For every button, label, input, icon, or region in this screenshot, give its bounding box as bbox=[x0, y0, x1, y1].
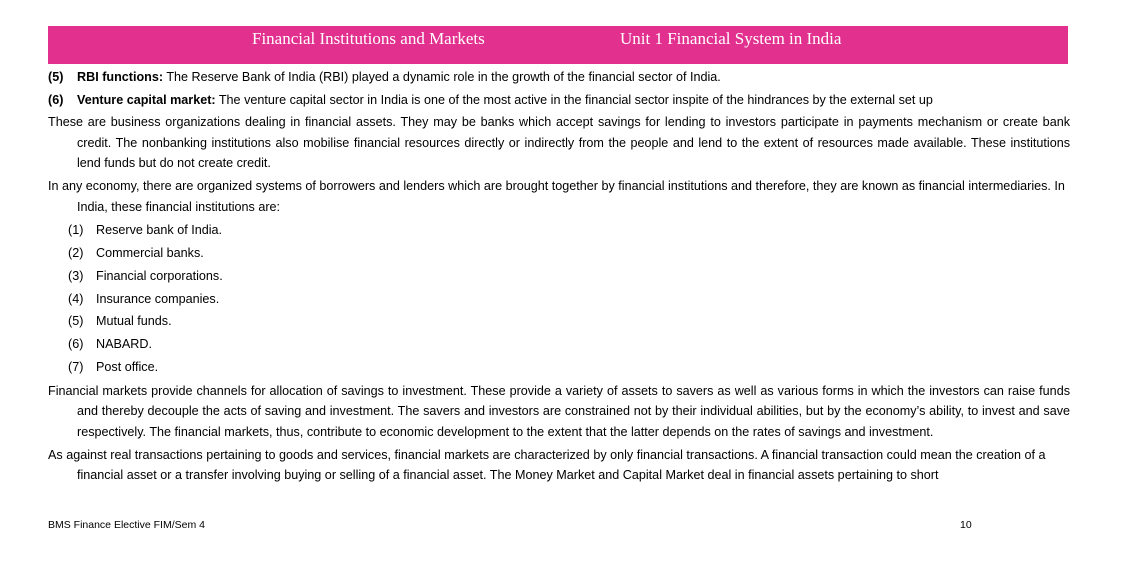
list-item-number: (7) bbox=[68, 359, 84, 374]
institutions-list bbox=[48, 219, 1070, 379]
list-item-text: Post office. bbox=[96, 359, 159, 374]
footer-page-number: 10 bbox=[960, 519, 972, 531]
list-item-number: (2) bbox=[68, 245, 84, 260]
list-item bbox=[48, 333, 1070, 356]
numbered-point-rbi bbox=[48, 67, 1070, 88]
point-number: (5) bbox=[48, 70, 64, 84]
list-item bbox=[48, 219, 1070, 242]
list-item-text: Commercial banks. bbox=[96, 245, 204, 260]
point-text: The Reserve Bank of India (RBI) played a dynamic role in the growth of the financial sector of India. bbox=[163, 70, 721, 84]
list-item bbox=[48, 310, 1070, 333]
paragraph-business-organizations: These are business organizations dealing in financial assets. They may be banks which accept savings for lending to investors participate in payments mechanism or create bank credit. The nonbanking institutions also mobilise financial resources directly or indirectly from the people and lend to the extent of resources made available. These institutions lend funds but do not create credit. bbox=[48, 115, 1070, 171]
paragraph-financial-intermediaries: In any economy, there are organized systems of borrowers and lenders which are brought together by financial institutions and therefore, they are known as financial intermediaries. In India, these financial institutions are: bbox=[48, 178, 1065, 214]
numbered-point-venture-capital bbox=[48, 90, 1070, 111]
point-text: The venture capital sector in India is one of the most active in the financial sector inspite of the hindrances by the external set up bbox=[215, 92, 933, 107]
list-item-number: (3) bbox=[68, 268, 84, 283]
point-number: (6) bbox=[48, 92, 64, 107]
header-unit-title: Unit 1 Financial System in India bbox=[620, 29, 842, 48]
list-item bbox=[48, 288, 1070, 311]
list-item-number: (1) bbox=[68, 223, 84, 238]
document-body bbox=[48, 67, 1070, 488]
list-item-number: (5) bbox=[68, 314, 84, 329]
point-label: Venture capital market: bbox=[77, 92, 216, 107]
paragraph-financial-transactions: As against real transactions pertaining to goods and services, financial markets are characterized by only financial transactions. A financial transaction could mean the creation of a financial asset or a transfer involving buying or selling of a financial asset. The Money Market and Capital Market deal in financial assets pertaining to short bbox=[48, 447, 1046, 483]
list-item-text: NABARD. bbox=[96, 337, 152, 352]
list-item-number: (6) bbox=[68, 337, 84, 352]
list-item-text: Insurance companies. bbox=[96, 291, 220, 306]
list-item-text: Financial corporations. bbox=[96, 268, 223, 283]
list-item bbox=[48, 265, 1070, 288]
list-item-text: Reserve bank of India. bbox=[96, 223, 223, 238]
header-subject-title: Financial Institutions and Markets bbox=[252, 29, 485, 48]
point-label: RBI functions: bbox=[77, 70, 164, 84]
list-item-text: Mutual funds. bbox=[96, 314, 172, 329]
list-item bbox=[48, 242, 1070, 265]
paragraph-financial-markets: Financial markets provide channels for allocation of savings to investment. These provide a variety of assets to savers as well as various forms in which the investors can raise funds and thereby decouple the acts of saving and investment. The savers and investors are constrained not by their individual abilities, but by the economy’s ability, to invest and save respectively. The financial markets, thus, contribute to economic development to the extent that the latter depends on the rates of savings and investment. bbox=[48, 383, 1070, 439]
footer-course-label: BMS Finance Elective FIM/Sem 4 bbox=[48, 519, 205, 531]
list-item-number: (4) bbox=[68, 291, 84, 306]
list-item bbox=[48, 356, 1070, 379]
header-bar bbox=[48, 26, 1068, 64]
